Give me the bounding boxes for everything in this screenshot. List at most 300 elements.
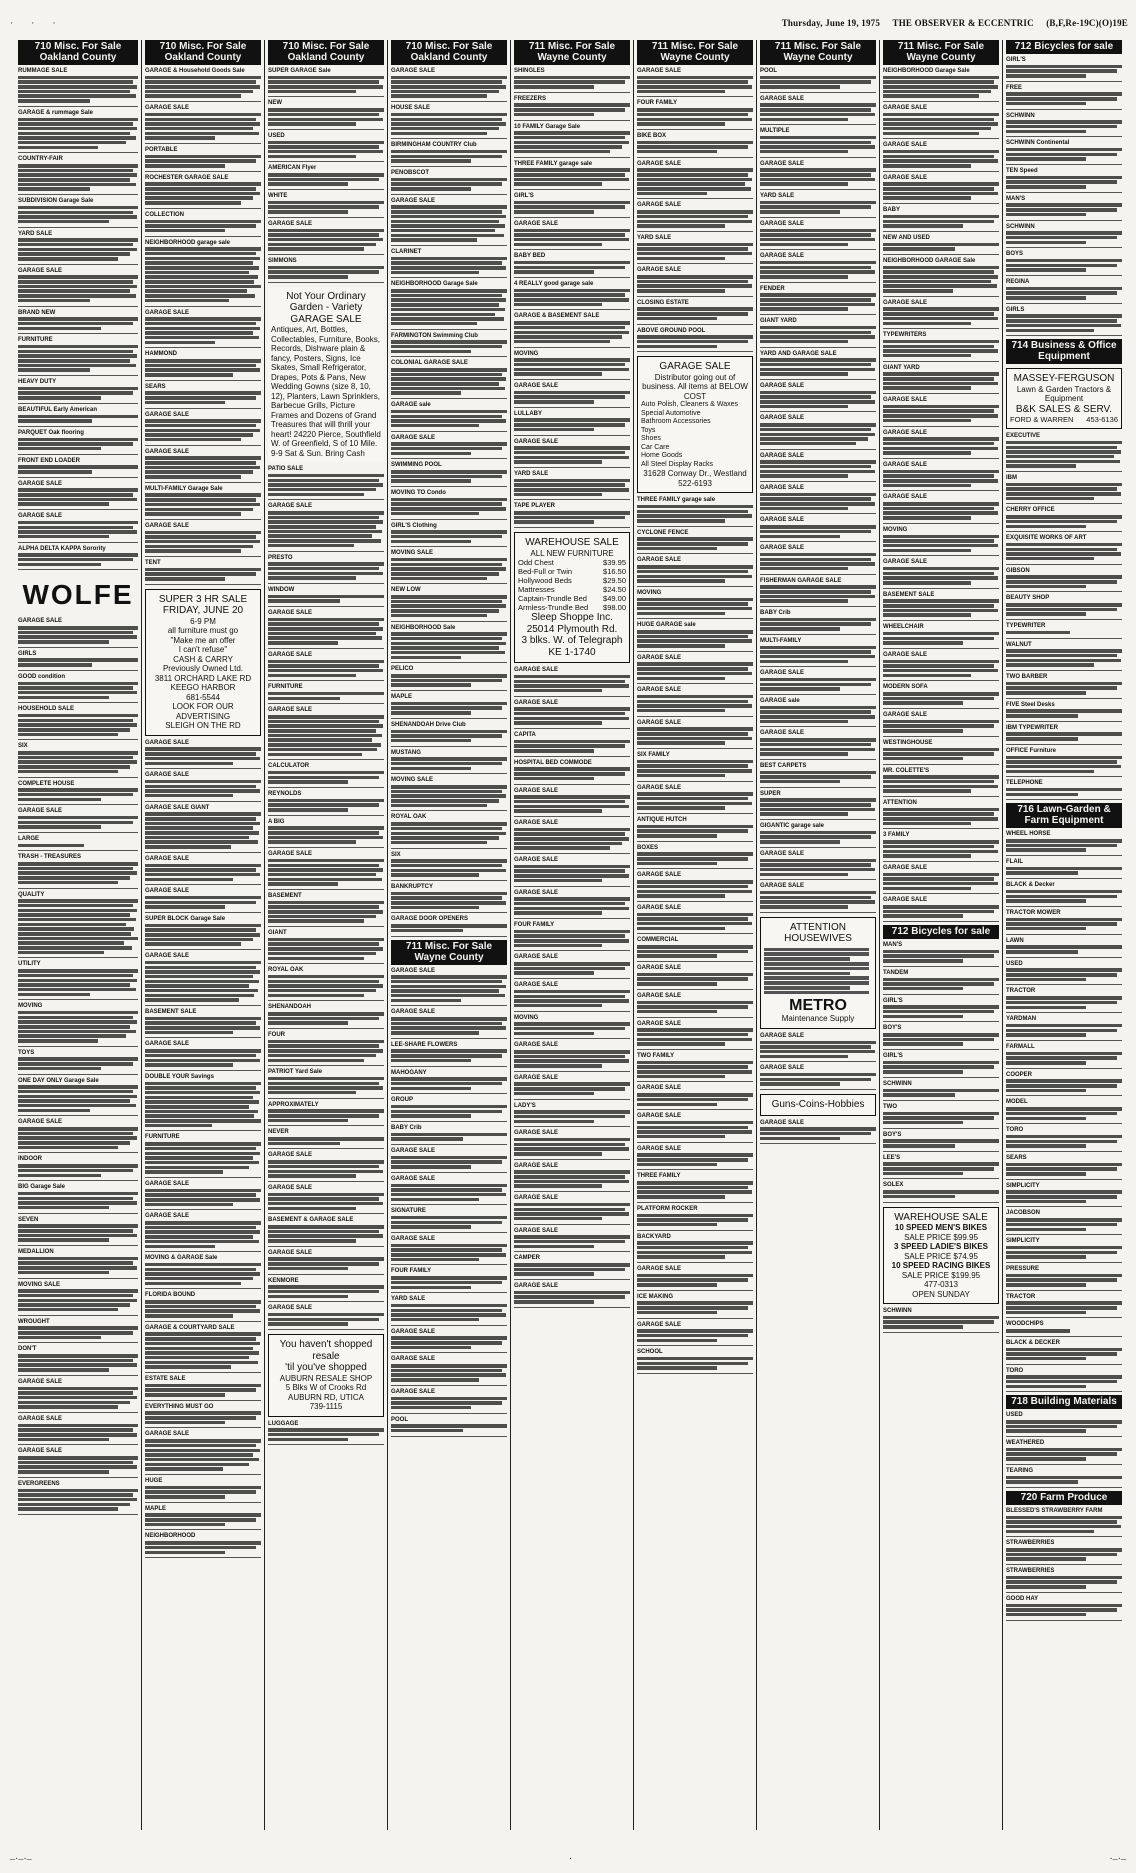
ad-body-text [883,340,999,358]
ad-body-text [391,257,507,275]
ad-lead-text: GARAGE SALE [760,220,805,227]
ad-body-text [760,553,876,571]
ad-lead-text: GARAGE SALE [18,480,63,487]
ad-body-text [760,201,876,214]
ad-body-text [268,595,384,603]
ad-lead-text: MOVING & GARAGE Sale [145,1255,218,1262]
ad-body-text [18,553,138,566]
ad-body-text [18,1424,138,1442]
ad-lead-text: GARAGE & BASEMENT SALE [514,313,600,320]
ad-body-text [391,975,507,1002]
classified-ad [883,527,999,556]
section-heading: 711 Misc. For Sale Wayne County [883,40,999,65]
ad-body-text [268,660,384,678]
classified-ad [883,1155,999,1180]
classified-ad [391,281,507,329]
classified-ad [268,851,384,890]
ad-lead-text: PORTABLE [145,146,178,153]
classified-ad [391,550,507,584]
ad-body-text [1006,259,1122,272]
ad-body-text [760,859,876,877]
ad-body-text [145,812,261,848]
ad-lead-text: NEIGHBORHOOD Garage Sale [391,281,478,288]
ad-lead-text: APPROXIMATELY [268,1101,319,1108]
ad-body-text [514,865,630,883]
classified-ad [637,622,753,651]
section-heading: 711 Misc. For Sale Wayne County [637,40,753,65]
ad-lead-text: GARAGE SALE [637,872,682,879]
classified-ad [18,961,138,1000]
warehouse-item-row [518,567,626,576]
classified-ad [514,383,630,408]
ad-lead-text: TYPEWRITERS [883,332,927,339]
classified-ad [1006,1266,1122,1291]
ad-body-text [637,565,753,583]
ad-lead-text: CALCULATOR [268,763,310,770]
ad-lead-text: MOVING SALE [18,1281,61,1288]
ad-body-text [637,1001,753,1014]
ad-lead-text: GOOD HAY [1006,1595,1039,1602]
ad-body-text [145,961,261,1002]
classified-ad [391,1208,507,1233]
ad-body-text [145,456,261,478]
classified-ad [1006,859,1122,879]
ad-lead-text: GARAGE SALE [145,522,190,529]
ad-lead-text: COMMERCIAL [637,937,679,944]
ad-body-text [18,438,138,451]
ad-body-text [268,692,384,700]
ad-body-text [145,419,261,441]
ad-lead-text: GARAGE SALE [268,1184,313,1191]
classified-ad [18,808,138,833]
ad-lead-text: SHENANDOAH Drive Club [391,721,466,728]
ad-body-text [18,1257,138,1275]
classified-ad [883,768,999,797]
ad-body-text [391,595,507,617]
column-9 [1002,40,1125,1830]
ad-body-text [391,470,507,483]
classified-ad [883,865,999,894]
classified-ad [1006,224,1122,249]
classified-ad [1006,702,1122,722]
classified-ad [391,68,507,102]
classified-ad [760,68,876,93]
classified-ad [1006,1294,1122,1319]
warehouse-direction: 3 blks. W. of Telegraph [521,635,623,647]
ad-lead-text: BRAND NEW [18,309,56,316]
ad-lead-text: POOL [760,68,778,74]
ad-body-text [391,757,507,770]
ad-lead-text: ONE DAY ONLY Garage Sale [18,1077,99,1084]
display-ad-line: KEEGO HARBOR [170,683,236,693]
ad-body-text [18,1192,138,1210]
masthead-date: Thursday, June 19, 1975 [781,18,881,28]
classified-ad [637,1113,753,1142]
ad-lead-text: GARAGE SALE [883,651,928,658]
display-ad-line: "Make me an offer [170,635,236,645]
classified-ad [883,332,999,361]
classified-ad [760,791,876,820]
classified-ad [145,68,261,102]
ad-lead-text: INDOOR [18,1156,42,1163]
ad-lead-text: EVERGREENS [18,1480,60,1487]
ad-lead-text: ANTIQUE HUTCH [637,816,687,823]
classified-ad [637,1206,753,1231]
ad-body-text [145,747,261,765]
classified-ad [145,175,261,209]
ad-body-text [514,321,630,343]
ad-body-text [391,1184,507,1202]
ad-body-text [1006,1576,1122,1589]
ad-body-text [18,1224,138,1242]
classified-ad [883,258,999,297]
classified-ad [637,905,753,934]
classified-ad [18,743,138,777]
classified-ad [883,235,999,255]
ad-lead-text: GARAGE SALE [637,965,682,972]
section-heading: 710 Misc. For Sale Oakland County [268,40,384,65]
ad-lead-text: MAN'S [883,942,903,949]
ad-body-text [760,460,876,478]
warehouse-store: Sleep Shoppe Inc. [531,612,613,624]
ad-body-text [883,905,999,918]
classified-ad [1006,85,1122,110]
classified-ad [883,559,999,588]
ad-body-text [391,1105,507,1118]
ad-lead-text: HUGE GARAGE sale [637,622,696,629]
ad-lead-text: A BIG [268,818,285,825]
ad-body-text [145,1513,261,1526]
ad-body-text [514,1082,630,1095]
classified-ad [268,258,384,283]
ad-body-text [760,1041,876,1059]
masthead-line [772,18,1128,28]
classified-ad [1006,1596,1122,1621]
display-ad-line: Previously Owned Ltd. [162,664,244,674]
ad-body-text [268,141,384,159]
classified-ad [1006,831,1122,856]
ad-body-text [268,1077,384,1095]
classified-ad [1006,988,1122,1013]
warehouse-item-row [518,558,626,567]
classified-ad [145,772,261,801]
ad-body-text [145,1049,261,1067]
classified-ad [883,998,999,1023]
ad-lead-text: GARAGE sale [391,402,431,409]
ad-lead-text: GARAGE SALE [637,687,682,694]
classified-ad [1006,1016,1122,1041]
classified-ad [514,1163,630,1192]
ad-lead-text: GARAGE SALE [760,545,805,552]
classified-ad [268,221,384,255]
ad-lead-text: GARAGE SALE [514,220,559,227]
ad-lead-text: FLAIL [1006,859,1023,866]
ad-lead-text: PENOBSCOT [391,170,430,176]
ad-lead-text: GARAGE SALE [514,857,559,864]
ad-body-text [18,899,138,954]
ad-lead-text: WALNUT [1006,641,1032,648]
ad-body-text [1006,631,1122,635]
classified-ad [1006,595,1122,620]
ad-body-text [391,1017,507,1035]
ad-lead-text: WEATHERED [1006,1440,1045,1447]
classified-ad [145,1533,261,1558]
massey-subtitle: Lawn & Garden Tractors & Equipment [1016,384,1112,404]
ad-body-text [268,1428,384,1441]
classified-ad [268,68,384,97]
ad-body-text [268,975,384,997]
ad-lead-text: GIGANTIC garage sale [760,823,825,830]
garage-sale-item: Auto Polish, Cleaners & Waxes [641,401,739,409]
classified-ad [883,684,999,709]
ad-body-text [637,662,753,680]
classified-ad [18,310,138,335]
ad-lead-text: NEW AND USED [883,234,930,241]
classified-ad [637,202,753,231]
classified-ad [18,651,138,671]
ad-lead-text: GIRL'S [514,193,534,200]
ad-lead-text: GARAGE SALE [514,787,559,794]
ad-lead-text: THREE FAMILY garage sale [637,497,716,504]
classified-ad [514,411,630,436]
ad-lead-text: DOUBLE YOUR Savings [145,1073,214,1080]
classified-ad [1006,1468,1122,1488]
classified-ad [1006,1238,1122,1263]
classified-columns [18,40,1130,1830]
classified-ad [391,968,507,1007]
classified-ad [18,706,138,740]
ad-body-text [760,1127,876,1140]
section-heading: 710 Misc. For Sale Oakland County [145,40,261,65]
classified-ad [760,545,876,574]
ad-lead-text: CAMPER [514,1255,541,1262]
ad-lead-text: TWO BARBER [1006,673,1048,680]
classified-ad [18,674,138,703]
ad-lead-text: WHEELCHAIR [883,624,924,631]
ad-lead-text: BABY BED [514,253,546,260]
ad-lead-text: GARAGE SALE [145,411,190,418]
ad-lead-text: GARAGE SALE [883,461,928,468]
classified-ad [145,212,261,237]
ad-body-text [1006,1107,1122,1120]
classified-ad [145,1506,261,1531]
ad-lead-text: KENMORE [268,1277,299,1284]
warehouse-item-price: $16.50 [603,567,626,577]
ad-lead-text: CHERRY OFFICE [1006,507,1055,514]
ad-lead-text: GARAGE SALE [760,883,805,890]
ad-body-text [637,141,753,154]
display-ad-line: 739-1115 [309,1402,343,1411]
ad-lead-text: MUSTANG [391,749,421,756]
ad-lead-text: PRESSURE [1006,1265,1040,1272]
classified-ad [391,105,507,139]
ad-lead-text: COLONIAL GARAGE SALE [391,360,468,367]
ad-body-text [268,76,384,94]
ad-body-text [268,474,384,496]
ad-lead-text: BASEMENT SALE [145,1009,197,1015]
classified-ad [145,1134,261,1178]
ad-body-text [18,1387,138,1409]
ad-lead-text: SUBDIVISION Garage Sale [18,198,94,205]
classified-ad [637,590,753,619]
ad-lead-text: MOVING TO Condo [391,490,446,497]
ad-body-text [391,530,507,543]
classified-ad [883,105,999,139]
ad-lead-text: YARD SALE [391,1296,426,1303]
display-ad-massey [1006,368,1122,429]
classified-ad [268,503,384,551]
ad-lead-text: CAPITA [514,732,536,738]
ad-body-text [1006,120,1122,133]
ad-lead-text: BASEMENT & GARAGE SALE [268,1217,354,1224]
ad-body-text [883,720,999,733]
ad-body-text [637,852,753,865]
classified-ad [637,1349,753,1374]
ad-body-text [514,229,630,247]
ad-body-text [514,358,630,376]
classified-ad [268,133,384,162]
classified-ad [1006,1099,1122,1124]
ad-lead-text: GARAGE sale [760,698,800,704]
classified-ad [637,687,753,716]
classified-ad [145,1009,261,1038]
ad-body-text [391,730,507,743]
ad-lead-text: MOVING SALE [391,550,434,557]
classified-ad [268,1278,384,1303]
display-ad-line: 5 Blks W of Crooks Rd [285,1383,367,1392]
section-heading: 720 Farm Produce [1006,1491,1122,1505]
classified-ad [637,1053,753,1082]
classified-ad [760,383,876,412]
ad-body-text [514,1170,630,1188]
ad-lead-text: STRAWBERRIES [1006,1540,1055,1547]
ad-body-text [145,1221,261,1248]
ad-body-text [18,1289,138,1311]
ad-body-text [637,792,753,810]
ad-lead-text: GARAGE SALE [760,850,805,857]
ad-body-text [883,840,999,858]
classified-ad [637,993,753,1018]
classified-ad [391,587,507,621]
ad-body-text [391,442,507,455]
ad-lead-text: MOVING [883,526,908,533]
bike-warehouse-note: OPEN SUNDAY [912,1289,970,1299]
ad-lead-text: GIRL'S [883,997,903,1004]
ad-lead-text: GARAGE SALE [883,299,928,306]
ad-lead-text: SCHWINN [883,1080,912,1087]
classified-ad [514,221,630,250]
section-heading: 710 Misc. For Sale Oakland County [391,40,507,65]
ad-body-text [883,567,999,585]
ad-lead-text: CLARINET [391,248,422,255]
ad-lead-text: THREE FAMILY garage sale [514,160,593,167]
ad-body-text [637,108,753,126]
classified-ad [514,281,630,310]
classified-ad [268,819,384,848]
ad-lead-text: SCHOOL [637,1349,663,1356]
ad-lead-text: SUPER GARAGE Sale [268,68,331,74]
ad-body-text [514,289,630,307]
ad-body-text [145,1384,261,1397]
ad-lead-text: BIRMINGHAM COUNTRY Club [391,142,477,149]
ad-body-text [1006,1348,1122,1361]
ad-lead-text: SEVEN [18,1216,39,1223]
ad-body-text [18,1164,138,1177]
ad-lead-text: TRACTOR [1006,1293,1036,1300]
ad-body-text [514,103,630,116]
ad-lead-text: BABY Crib [391,1125,422,1131]
bike-block-head: 10 SPEED RACING BIKES [891,1261,991,1270]
ad-body-text [145,1411,261,1424]
ad-lead-text: SUPER [760,790,781,797]
ad-body-text [883,1033,999,1046]
classified-ad [637,1294,753,1319]
ad-body-text [391,1397,507,1410]
classified-ad [18,1184,138,1213]
ad-lead-text: GARAGE SALE [391,1388,436,1395]
ad-lead-text: SEARS [145,383,166,390]
classified-ad [637,1085,753,1110]
ad-lead-text: TRACTOR MOWER [1006,909,1061,916]
ad-lead-text: GARAGE SALE [145,855,190,862]
ad-body-text [1006,709,1122,717]
classified-ad [883,462,999,491]
ad-body-text [514,76,630,89]
ad-body-text [1006,1079,1122,1092]
ad-lead-text: BOY'S [883,1025,902,1032]
garage-sale-title: GARAGE SALE [659,361,731,373]
ad-lead-text: GARAGE SALE [145,888,190,895]
ad-body-text [268,1109,384,1122]
ad-lead-text: MOVING [514,350,539,357]
classified-ad [637,100,753,129]
ad-body-text [514,418,630,431]
ad-lead-text: GARAGE SALE [145,953,190,960]
ad-lead-text: GARAGE SALE [18,618,63,625]
ad-lead-text: LADY'S [514,1102,536,1109]
classified-ad [1006,725,1122,745]
ad-lead-text: GARAGE & COURTYARD SALE [145,1324,235,1331]
section-heading: 718 Building Materials [1006,1395,1122,1409]
ad-body-text [268,266,384,279]
ad-body-text [637,505,753,523]
ad-lead-text: GARAGE SALE [268,851,313,858]
ad-body-text [18,415,138,423]
ad-body-text [1006,1448,1122,1461]
ad-lead-text: MAHOGANY [391,1069,427,1076]
classified-ad [883,832,999,861]
classified-ad [1006,535,1122,564]
classified-ad [268,1004,384,1029]
ad-body-text [145,359,261,377]
ad-lead-text: GARAGE SALE [514,1130,559,1137]
ad-body-text [637,695,753,713]
classified-ad [1006,674,1122,699]
ad-lead-text: GARAGE SALE [268,220,313,227]
ad-lead-text: MAPLE [391,694,412,701]
ad-body-text [514,990,630,1008]
ad-body-text [18,275,138,302]
ad-body-text [18,1326,138,1339]
display-ad-title: Garden - Variety [289,302,363,314]
classified-ad [391,1148,507,1173]
ad-lead-text: BLACK & Decker [1006,882,1055,889]
ad-body-text [1006,1548,1122,1561]
ad-body-text [391,1216,507,1229]
classified-ad [391,814,507,848]
classified-ad [145,1404,261,1429]
edge-registration-marks: · · · [10,18,64,28]
